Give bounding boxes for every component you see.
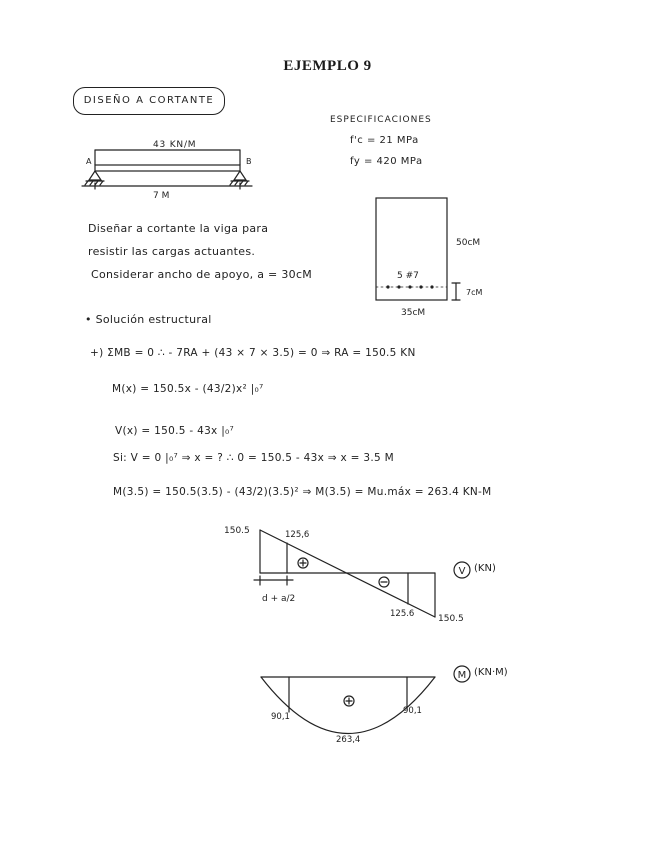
section-width-label: 35cM: [401, 308, 426, 318]
shear-diagram: [254, 530, 470, 617]
shear-unit-label: (KN): [474, 563, 496, 574]
moment-right-label: 90,1: [403, 706, 422, 716]
equation-shear-function: V(x) = 150.5 - 43x |₀⁷: [115, 425, 235, 437]
equation-sum-moments: +) ΣMB = 0 ∴ - 7RA + (43 × 7 × 3.5) = 0 ⇒ RA = 150.5 KN: [90, 347, 416, 359]
spec-fy: fy = 420 MPa: [350, 156, 423, 167]
section-bars-label: 5 #7: [397, 271, 419, 281]
shear-end-label: 150.5: [438, 614, 464, 624]
equation-moment-function: M(x) = 150.5x - (43/2)x² |₀⁷: [112, 383, 264, 395]
section-cover-label: 7cM: [466, 288, 483, 297]
equation-zero-shear: Si: V = 0 |₀⁷ ⇒ x = ? ∴ 0 = 150.5 - 43x ⇒ x = 3.5 M: [113, 452, 394, 464]
statement-line-2: resistir las cargas actuantes.: [88, 245, 256, 258]
section-rectangle: [376, 198, 447, 300]
support-b-label: B: [246, 157, 252, 166]
moment-left-label: 90,1: [271, 712, 290, 722]
beam-body: [95, 165, 240, 171]
support-a-symbol: [89, 171, 101, 180]
beam-sketch: [82, 150, 252, 189]
shear-reduced-left-label: 125,6: [285, 530, 310, 540]
moment-unit-label: (KN·M): [474, 667, 508, 678]
support-a-label: A: [86, 157, 92, 166]
moment-symbol-text: M: [457, 670, 467, 681]
spec-fc: f'c = 21 MPa: [350, 135, 419, 146]
shear-reduced-right-label: 125.6: [390, 609, 415, 619]
solution-heading: • Solución estructural: [85, 313, 212, 326]
shear-d-label: d + a/2: [262, 594, 296, 604]
beam-load-label: 43 KN/M: [153, 140, 197, 150]
support-b-symbol: [234, 171, 246, 180]
moment-curve: [261, 677, 435, 734]
shear-start-label: 150.5: [224, 526, 250, 536]
statement-line-1: Diseñar a cortante la viga para: [88, 222, 269, 235]
equation-max-moment: M(3.5) = 150.5(3.5) - (43/2)(3.5)² ⇒ M(3.5) = Mu.máx = 263.4 KN-M: [113, 486, 492, 498]
beam-cross-section: [376, 198, 460, 300]
specifications-heading: ESPECIFICACIONES: [330, 115, 432, 125]
moment-max-label: 263,4: [336, 735, 361, 745]
shear-symbol-text: V: [458, 566, 466, 577]
beam-span-label: 7 M: [153, 191, 170, 201]
moment-diagram: [261, 666, 470, 734]
section-heading-box: DISEÑO A CORTANTE: [73, 87, 225, 115]
section-height-label: 50cM: [456, 238, 481, 248]
statement-line-3: Considerar ancho de apoyo, a = 30cM: [91, 268, 313, 281]
page-title: EJEMPLO 9: [283, 58, 372, 74]
